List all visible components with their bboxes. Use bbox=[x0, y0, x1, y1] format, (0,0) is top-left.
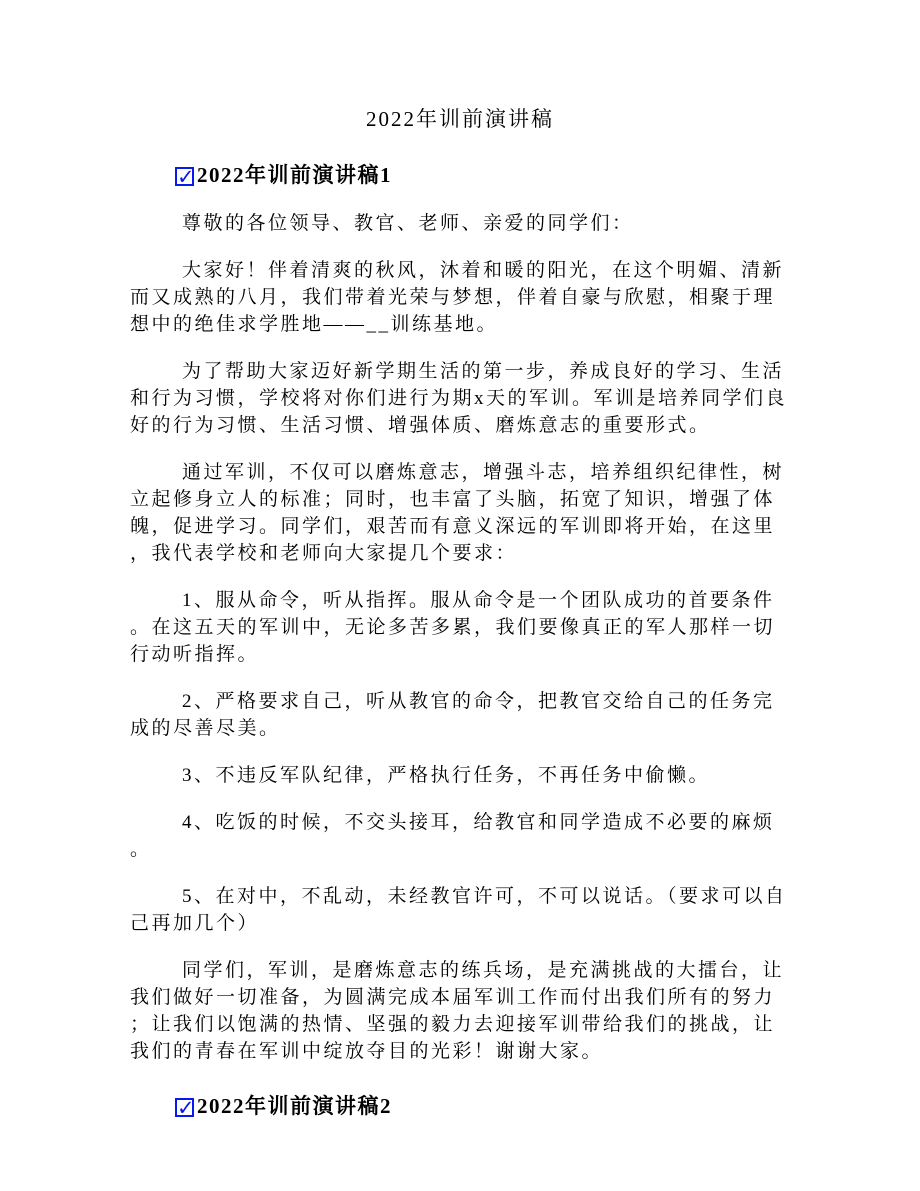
checked-checkbox-icon[interactable]: ✓ bbox=[177, 165, 195, 189]
section-heading-2 bbox=[130, 1091, 790, 1121]
paragraph-salutation: 尊敬的各位领导、教官、老师、亲爱的同学们： bbox=[182, 213, 634, 234]
paragraph-rule-4: 4、吃饭的时候，不交头接耳，给教官和同学造成不必要的麻烦。 bbox=[130, 812, 775, 860]
paragraph-benefits: 通过军训，不仅可以磨炼意志，增强斗志，培养组织纪律性，树立起修身立人的标准；同时，也丰富了头脑，拓宽了知识，增强了体魄，促进学习。同学们，艰苦而有意义深远的军训即将开始，在这里，我代表学校和老师向大家提几个要求： bbox=[130, 462, 785, 564]
section-heading-1 bbox=[130, 160, 790, 190]
document-title: 2022年训前演讲稿 bbox=[366, 107, 554, 131]
paragraph-rule-3: 3、不违反军队纪律，严格执行任务，不再任务中偷懒。 bbox=[182, 765, 711, 786]
checked-checkbox-icon[interactable]: ✓ bbox=[177, 1096, 195, 1120]
paragraph-purpose: 为了帮助大家迈好新学期生活的第一步，养成良好的学习、生活和行为习惯，学校将对你们进行为期x天的军训。军训是培养同学们良好的行为习惯、生活习惯、增强体质、磨炼意志的重要形式。 bbox=[130, 361, 788, 436]
paragraph-closing: 同学们，军训，是磨炼意志的练兵场，是充满挑战的大擂台，让我们做好一切准备，为圆满完成本届军训工作而付出我们所有的努力；让我们以饱满的热情、坚强的毅力去迎接军训带给我们的挑战，让我们的青春在军训中绽放夺目的光彩！谢谢大家。 bbox=[130, 960, 785, 1062]
paragraph-rule-1: 1、服从命令，听从指挥。服从命令是一个团队成功的首要条件。在这五天的军训中，无论多苦多累，我们要像真正的军人那样一切行动听指挥。 bbox=[130, 590, 776, 665]
section-heading-1-label: 2022年训前演讲稿1 bbox=[197, 163, 392, 187]
section-heading-2-label: 2022年训前演讲稿2 bbox=[197, 1094, 392, 1118]
paragraph-greeting: 大家好！伴着清爽的秋风，沐着和暖的阳光，在这个明媚、清新而又成熟的八月，我们带着光荣与梦想，伴着自豪与欣慰，相聚于理想中的绝佳求学胜地——__训练基地。 bbox=[130, 260, 785, 335]
paragraph-rule-5: 5、在对中，不乱动，未经教官许可，不可以说话。（要求可以自己再加几个） bbox=[130, 886, 787, 934]
paragraph-rule-2: 2、严格要求自己，听从教官的命令，把教官交给自己的任务完成的尽善尽美。 bbox=[130, 691, 775, 739]
